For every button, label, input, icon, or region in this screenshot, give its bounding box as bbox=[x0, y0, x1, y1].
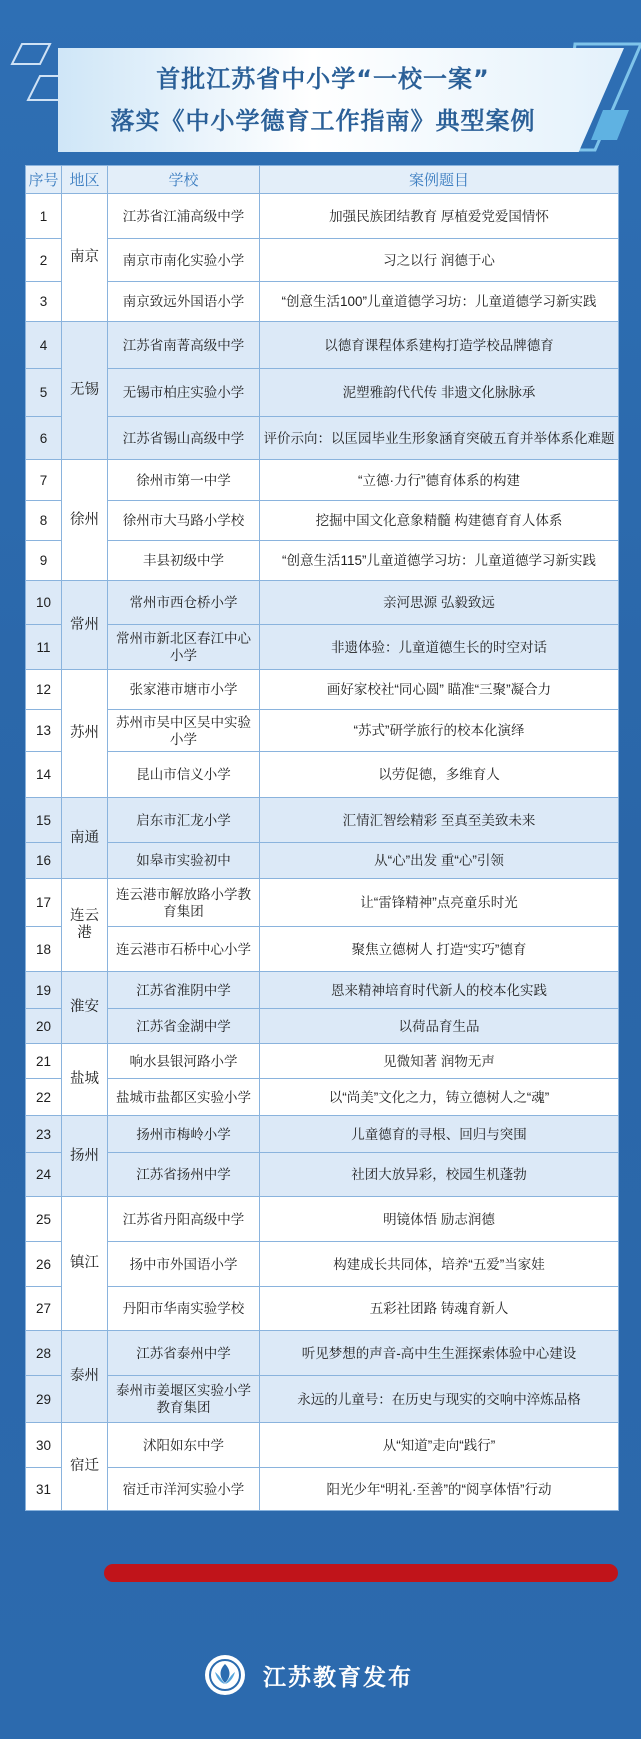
cell-region: 镇江 bbox=[62, 1197, 108, 1331]
cell-number: 10 bbox=[26, 581, 62, 625]
cell-number: 25 bbox=[26, 1197, 62, 1242]
cell-number: 28 bbox=[26, 1331, 62, 1376]
table-row bbox=[26, 1153, 619, 1197]
cell-number: 17 bbox=[26, 879, 62, 927]
cell-case-title: 习之以行 润德于心 bbox=[260, 239, 619, 282]
cell-case-title: 以荷品育生品 bbox=[260, 1009, 619, 1044]
cell-school: 响水县银河路小学 bbox=[108, 1044, 260, 1079]
title-line-2: 落实《中小学德育工作指南》典型案例 bbox=[110, 107, 536, 135]
cell-case-title: 让“雷锋精神”点亮童乐时光 bbox=[260, 879, 619, 927]
cell-case-title: 以劳促德，多维育人 bbox=[260, 752, 619, 798]
cell-region: 无锡 bbox=[62, 322, 108, 460]
table-row bbox=[26, 322, 619, 369]
cell-region: 泰州 bbox=[62, 1331, 108, 1423]
cell-school: 连云港市石桥中心小学 bbox=[108, 927, 260, 972]
cell-number: 8 bbox=[26, 501, 62, 541]
cell-case-title: 汇情汇智绘精彩 至真至美致未来 bbox=[260, 798, 619, 843]
table-row bbox=[26, 239, 619, 282]
cell-number: 9 bbox=[26, 541, 62, 581]
table-row bbox=[26, 1009, 619, 1044]
table-row bbox=[26, 843, 619, 879]
cell-region: 宿迁 bbox=[62, 1423, 108, 1511]
table-body bbox=[26, 194, 619, 1511]
table-row bbox=[26, 1242, 619, 1287]
cell-school: 南京致远外国语小学 bbox=[108, 282, 260, 322]
cell-case-title: 泥塑雅韵代代传 非遗文化脉脉承 bbox=[260, 369, 619, 417]
case-table-container bbox=[25, 165, 618, 1511]
cell-school: 扬州市梅岭小学 bbox=[108, 1116, 260, 1153]
cell-number: 19 bbox=[26, 972, 62, 1009]
cell-number: 13 bbox=[26, 710, 62, 752]
cell-school: 泰州市姜堰区实验小学教育集团 bbox=[108, 1376, 260, 1423]
cell-number: 3 bbox=[26, 282, 62, 322]
table-row bbox=[26, 670, 619, 710]
cell-case-title: 画好家校社“同心圆” 瞄准“三聚”凝合力 bbox=[260, 670, 619, 710]
table-row bbox=[26, 798, 619, 843]
cell-case-title: 阳光少年“明礼·至善”的“阅享体悟”行动 bbox=[260, 1468, 619, 1511]
cell-number: 31 bbox=[26, 1468, 62, 1511]
cell-number: 23 bbox=[26, 1116, 62, 1153]
cell-school: 江苏省丹阳高级中学 bbox=[108, 1197, 260, 1242]
table-row bbox=[26, 501, 619, 541]
cell-school: 扬中市外国语小学 bbox=[108, 1242, 260, 1287]
cell-school: 如皋市实验初中 bbox=[108, 843, 260, 879]
cell-school: 江苏省泰州中学 bbox=[108, 1331, 260, 1376]
table-row bbox=[26, 282, 619, 322]
table-row bbox=[26, 460, 619, 501]
cell-case-title: 儿童德育的寻根、回归与突围 bbox=[260, 1116, 619, 1153]
cell-school: 盐城市盐都区实验小学 bbox=[108, 1079, 260, 1116]
cell-case-title: “苏式”研学旅行的校本化演绎 bbox=[260, 710, 619, 752]
cell-number: 7 bbox=[26, 460, 62, 501]
table-row bbox=[26, 1116, 619, 1153]
footer bbox=[205, 1650, 413, 1700]
cell-number: 29 bbox=[26, 1376, 62, 1423]
column-header-school: 学校 bbox=[108, 166, 260, 194]
cell-case-title: 亲河思源 弘毅致远 bbox=[260, 581, 619, 625]
table-row bbox=[26, 1376, 619, 1423]
cell-case-title: 明镜体悟 励志润德 bbox=[260, 1197, 619, 1242]
cell-case-title: “创意生活100”儿童道德学习坊：儿童道德学习新实践 bbox=[260, 282, 619, 322]
page-title bbox=[58, 58, 588, 142]
cell-school: 丰县初级中学 bbox=[108, 541, 260, 581]
title-line-1: 首批江苏省中小学“一校一案” bbox=[156, 65, 490, 93]
table-row bbox=[26, 194, 619, 239]
cell-case-title: “立德·力行”德育体系的构建 bbox=[260, 460, 619, 501]
table-row bbox=[26, 1079, 619, 1116]
cell-school: 无锡市柏庄实验小学 bbox=[108, 369, 260, 417]
cell-school: 徐州市大马路小学校 bbox=[108, 501, 260, 541]
cell-school: 江苏省金湖中学 bbox=[108, 1009, 260, 1044]
table-row bbox=[26, 417, 619, 460]
cell-school: 宿迁市洋河实验小学 bbox=[108, 1468, 260, 1511]
cell-case-title: 从“知道”走向“践行” bbox=[260, 1423, 619, 1468]
column-header-title: 案例题目 bbox=[260, 166, 619, 194]
cell-case-title: 挖掘中国文化意象精髓 构建德育育人体系 bbox=[260, 501, 619, 541]
cell-case-title: 见微知著 润物无声 bbox=[260, 1044, 619, 1079]
table-row bbox=[26, 541, 619, 581]
table-row bbox=[26, 625, 619, 670]
cell-region: 南通 bbox=[62, 798, 108, 879]
cell-number: 30 bbox=[26, 1423, 62, 1468]
cell-number: 16 bbox=[26, 843, 62, 879]
table-row bbox=[26, 927, 619, 972]
cell-number: 6 bbox=[26, 417, 62, 460]
cell-school: 江苏省淮阴中学 bbox=[108, 972, 260, 1009]
cell-case-title: 以德育课程体系建构打造学校品牌德育 bbox=[260, 322, 619, 369]
table-row bbox=[26, 1197, 619, 1242]
cell-number: 21 bbox=[26, 1044, 62, 1079]
cell-number: 26 bbox=[26, 1242, 62, 1287]
cell-region: 连云港 bbox=[62, 879, 108, 972]
cell-school: 徐州市第一中学 bbox=[108, 460, 260, 501]
cell-number: 24 bbox=[26, 1153, 62, 1197]
table-row bbox=[26, 879, 619, 927]
cell-number: 12 bbox=[26, 670, 62, 710]
cell-case-title: 五彩社团路 铸魂育新人 bbox=[260, 1287, 619, 1331]
cell-school: 江苏省锡山高级中学 bbox=[108, 417, 260, 460]
cell-case-title: 构建成长共同体，培养“五爱”当家娃 bbox=[260, 1242, 619, 1287]
cell-number: 14 bbox=[26, 752, 62, 798]
cell-school: 江苏省南菁高级中学 bbox=[108, 322, 260, 369]
cell-number: 1 bbox=[26, 194, 62, 239]
cell-case-title: 听见梦想的声音-高中生生涯探索体验中心建设 bbox=[260, 1331, 619, 1376]
case-table bbox=[25, 165, 619, 1511]
publisher-logo-icon bbox=[205, 1655, 245, 1695]
cell-school: 苏州市吴中区吴中实验小学 bbox=[108, 710, 260, 752]
cell-school: 昆山市信义小学 bbox=[108, 752, 260, 798]
cell-case-title: 社团大放异彩，校园生机蓬勃 bbox=[260, 1153, 619, 1197]
cell-region: 苏州 bbox=[62, 670, 108, 798]
cell-number: 20 bbox=[26, 1009, 62, 1044]
cell-school: 启东市汇龙小学 bbox=[108, 798, 260, 843]
cell-school: 常州市西仓桥小学 bbox=[108, 581, 260, 625]
table-row bbox=[26, 752, 619, 798]
cell-case-title: 加强民族团结教育 厚植爱党爱国情怀 bbox=[260, 194, 619, 239]
cell-number: 15 bbox=[26, 798, 62, 843]
cell-case-title: 非遗体验：儿童道德生长的时空对话 bbox=[260, 625, 619, 670]
cell-case-title: 评价示向：以匡园毕业生形象涵育突破五育并举体系化难题 bbox=[260, 417, 619, 460]
table-row bbox=[26, 1044, 619, 1079]
cell-region: 扬州 bbox=[62, 1116, 108, 1197]
table-row bbox=[26, 710, 619, 752]
cell-school: 连云港市解放路小学教育集团 bbox=[108, 879, 260, 927]
cell-case-title: “创意生活115”儿童道德学习坊：儿童道德学习新实践 bbox=[260, 541, 619, 581]
cell-school: 丹阳市华南实验学校 bbox=[108, 1287, 260, 1331]
cell-number: 11 bbox=[26, 625, 62, 670]
cell-school: 江苏省扬州中学 bbox=[108, 1153, 260, 1197]
cell-school: 张家港市塘市小学 bbox=[108, 670, 260, 710]
cell-case-title: 永远的儿童号：在历史与现实的交响中淬炼品格 bbox=[260, 1376, 619, 1423]
cell-case-title: 从“心”出发 重“心”引领 bbox=[260, 843, 619, 879]
cell-school: 沭阳如东中学 bbox=[108, 1423, 260, 1468]
cell-number: 4 bbox=[26, 322, 62, 369]
table-row bbox=[26, 1468, 619, 1511]
cell-number: 18 bbox=[26, 927, 62, 972]
table-header-row bbox=[26, 166, 619, 194]
cell-region: 盐城 bbox=[62, 1044, 108, 1116]
cell-region: 淮安 bbox=[62, 972, 108, 1044]
cell-case-title: 恩来精神培育时代新人的校本化实践 bbox=[260, 972, 619, 1009]
cell-number: 2 bbox=[26, 239, 62, 282]
publisher-name: 江苏教育发布 bbox=[263, 1664, 413, 1691]
cell-number: 27 bbox=[26, 1287, 62, 1331]
red-highlight-stroke bbox=[104, 1564, 618, 1582]
cell-number: 22 bbox=[26, 1079, 62, 1116]
cell-region: 徐州 bbox=[62, 460, 108, 581]
table-row bbox=[26, 369, 619, 417]
cell-school: 南京市南化实验小学 bbox=[108, 239, 260, 282]
cell-case-title: 聚焦立德树人 打造“实巧”德育 bbox=[260, 927, 619, 972]
cell-number: 5 bbox=[26, 369, 62, 417]
table-row bbox=[26, 1331, 619, 1376]
cell-region: 南京 bbox=[62, 194, 108, 322]
column-header-region: 地区 bbox=[62, 166, 108, 194]
column-header-number: 序号 bbox=[26, 166, 62, 194]
table-row bbox=[26, 1423, 619, 1468]
table-row bbox=[26, 581, 619, 625]
table-row bbox=[26, 972, 619, 1009]
table-row bbox=[26, 1287, 619, 1331]
cell-case-title: 以“尚美”文化之力，铸立德树人之“魂” bbox=[260, 1079, 619, 1116]
cell-school: 常州市新北区春江中心小学 bbox=[108, 625, 260, 670]
cell-school: 江苏省江浦高级中学 bbox=[108, 194, 260, 239]
cell-region: 常州 bbox=[62, 581, 108, 670]
